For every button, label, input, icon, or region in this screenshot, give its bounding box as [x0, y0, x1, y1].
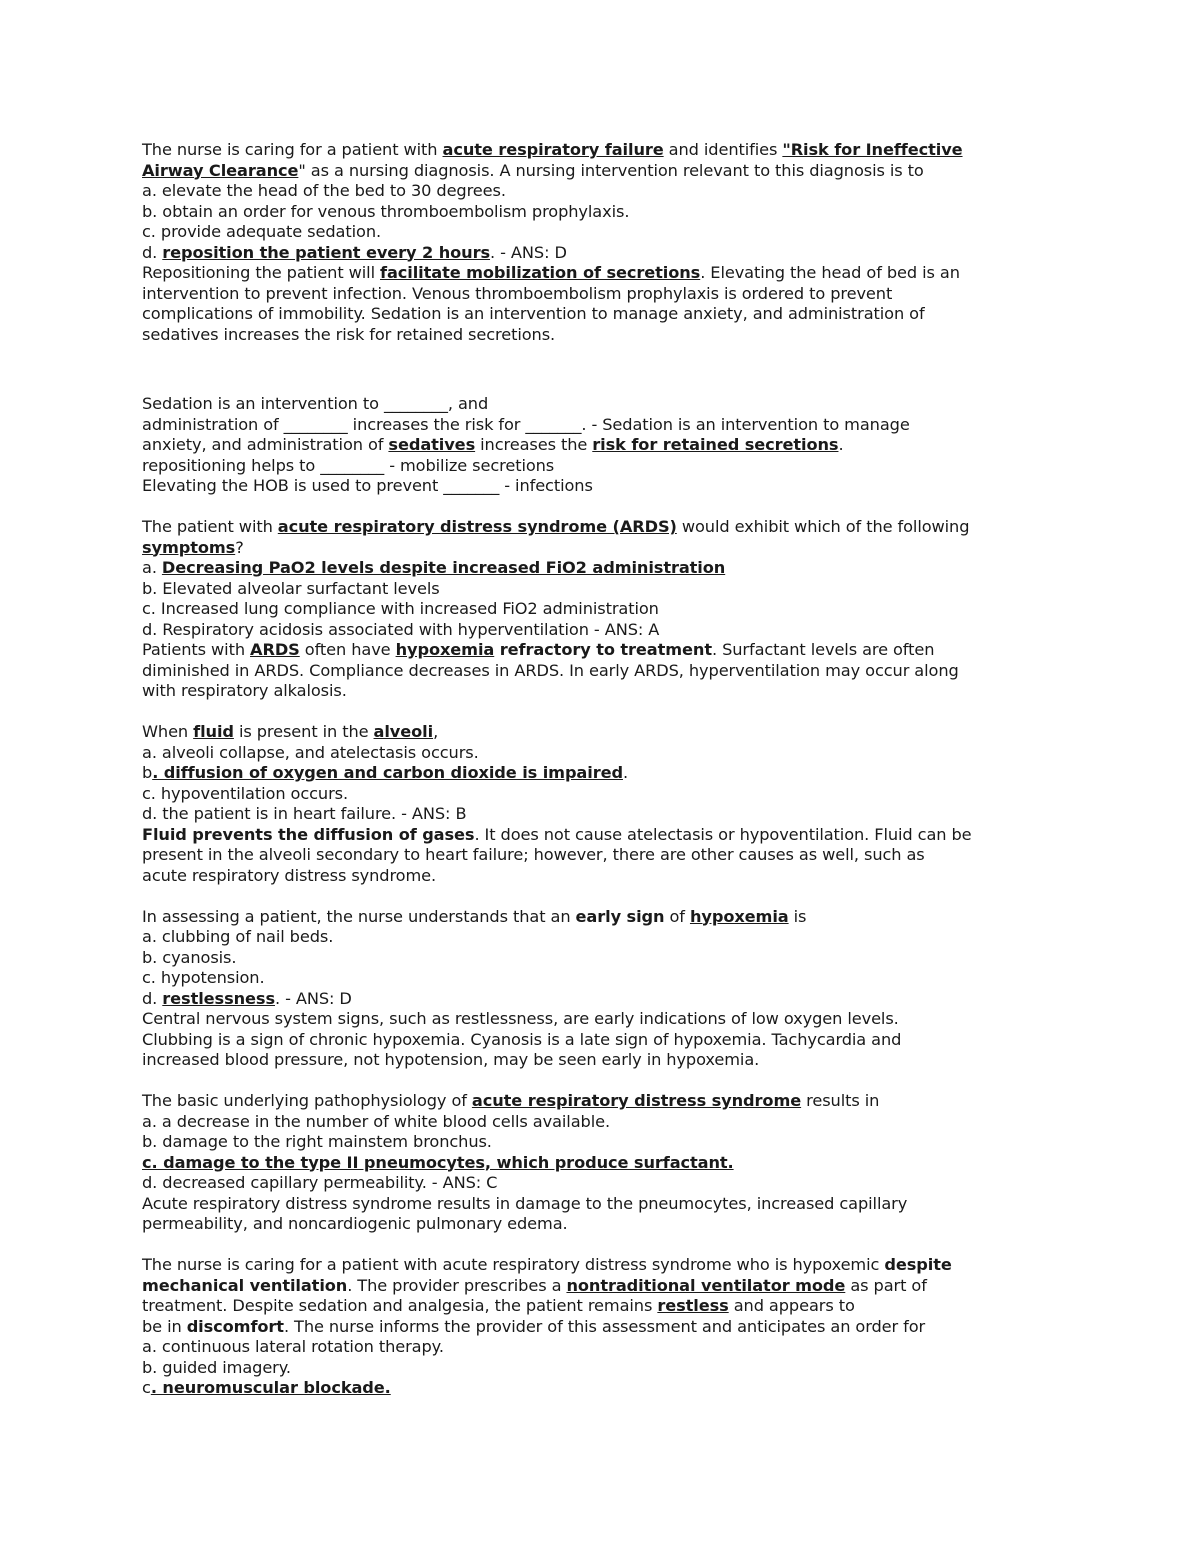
rationale-line	[142, 640, 1067, 661]
option-d: d. decreased capillary permeability. - ANS: C	[142, 1173, 498, 1192]
option-b	[142, 763, 1067, 784]
text: Patients with	[142, 640, 251, 659]
question-stem-line	[142, 722, 1067, 743]
answer-key: . - ANS: D	[275, 988, 352, 1008]
question-stem-line	[142, 907, 1067, 928]
rationale-line: Acute respiratory distress syndrome results in damage to the pneumocytes, increased capillary	[142, 1193, 908, 1213]
rationale-line	[142, 263, 1067, 284]
text: The basic underlying pathophysiology of	[142, 1091, 472, 1110]
question-stem-line	[142, 1091, 1067, 1112]
rationale-line: permeability, and noncardiogenic pulmonary edema.	[142, 1214, 568, 1233]
bold-term: despite	[884, 1255, 952, 1274]
text: and appears to	[728, 1296, 855, 1315]
key-term: symptoms	[142, 537, 236, 557]
text: of	[664, 906, 690, 926]
text: The patient with	[142, 517, 278, 536]
option-prefix: b	[142, 763, 153, 782]
correct-answer: . diffusion of oxygen and carbon dioxide is impaired	[152, 763, 623, 782]
text: " as a nursing diagnosis. A nursing intervention relevant to this diagnosis is to	[298, 160, 924, 180]
option-prefix: a.	[142, 558, 162, 577]
bold-term: early sign	[575, 906, 665, 926]
rationale-line: Central nervous system signs, such as restlessness, are early indications of low oxygen levels.	[142, 1009, 899, 1028]
text: anxiety, and administration of	[142, 435, 389, 454]
option-b: b. guided imagery.	[142, 1357, 291, 1377]
spacer	[142, 702, 1067, 723]
spacer	[142, 497, 1067, 518]
option-c: c. damage to the type II pneumocytes, which produce surfactant.	[142, 1152, 734, 1172]
spacer	[142, 1235, 1067, 1256]
text: increases the	[475, 435, 593, 454]
option-c: c. hypoventilation occurs.	[142, 783, 349, 803]
option-a: a. clubbing of nail beds.	[142, 927, 334, 946]
fill-blank-line: Sedation is an intervention to ________, and	[142, 394, 489, 413]
question-6	[142, 1091, 1067, 1235]
fill-blank-line: repositioning helps to ________ - mobilize secretions	[142, 455, 555, 475]
question-7	[142, 1255, 1067, 1399]
question-1	[142, 140, 1067, 345]
question-stem-line	[142, 1317, 1067, 1338]
question-stem-line	[142, 1276, 1067, 1297]
option-prefix: d.	[142, 242, 163, 262]
option-prefix: d.	[142, 988, 163, 1008]
question-2	[142, 394, 1067, 497]
option-b: b. damage to the right mainstem bronchus.	[142, 1132, 492, 1151]
rationale-line: present in the alveoli secondary to heart failure; however, there are other causes as well, such as	[142, 845, 925, 864]
text: and identifies	[663, 140, 783, 159]
key-term: sedatives	[388, 435, 476, 454]
text: . The provider prescribes a	[347, 1275, 567, 1295]
key-term: acute respiratory distress syndrome	[471, 1091, 802, 1110]
key-term: fluid	[193, 722, 234, 741]
rationale-line: complications of immobility. Sedation is an intervention to manage anxiety, and administration of	[142, 304, 925, 323]
answer-key: . - ANS: D	[490, 242, 567, 262]
bold-term: discomfort	[186, 1316, 284, 1336]
question-stem-line	[142, 1296, 1067, 1317]
spacer	[142, 345, 1067, 394]
question-stem-line	[142, 140, 1067, 161]
text: often have	[299, 640, 396, 659]
text: . Elevating the head of bed is an	[700, 263, 960, 282]
bold-term: mechanical ventilation	[142, 1275, 348, 1295]
rationale-line: Clubbing is a sign of chronic hypoxemia. Cyanosis is a late sign of hypoxemia. Tachycardia and	[142, 1029, 902, 1049]
question-3	[142, 517, 1067, 702]
rationale-line: acute respiratory distress syndrome.	[142, 865, 437, 885]
option-d	[142, 243, 1067, 264]
option-c: c. provide adequate sedation.	[142, 222, 382, 241]
key-term: alveoli	[373, 722, 434, 741]
question-stem-line	[142, 161, 1067, 182]
rationale-line: intervention to prevent infection. Venous thromboembolism prophylaxis is ordered to prevent	[142, 283, 893, 303]
rationale-line	[142, 825, 1067, 846]
bold-term: Fluid prevents the diffusion of gases	[142, 824, 475, 844]
bold-term: refractory to treatment	[494, 640, 712, 659]
option-prefix: c	[142, 1378, 151, 1397]
key-term: Airway Clearance	[142, 160, 299, 180]
spacer	[142, 1071, 1067, 1092]
key-term: hypoxemia	[689, 906, 789, 926]
text: would exhibit which of the following	[676, 517, 970, 536]
question-stem-line	[142, 538, 1067, 559]
question-5	[142, 907, 1067, 1071]
text: ,	[433, 722, 439, 741]
text: ?	[235, 537, 244, 557]
text: .	[622, 763, 629, 782]
question-stem-line	[142, 517, 1067, 538]
document-body	[142, 140, 1067, 1399]
text: is	[788, 906, 807, 926]
rationale-line: with respiratory alkalosis.	[142, 681, 347, 700]
text: . It does not cause atelectasis or hypoventilation. Fluid can be	[474, 824, 972, 844]
correct-answer: . neuromuscular blockade.	[150, 1378, 391, 1397]
text: . Surfactant levels are often	[711, 640, 935, 659]
text: . The nurse informs the provider of this assessment and anticipates an order for	[283, 1316, 926, 1336]
key-term: ARDS	[250, 640, 300, 659]
text: .	[838, 435, 844, 454]
text: Repositioning the patient will	[142, 263, 381, 282]
text: The nurse is caring for a patient with acute respiratory distress syndrome who is hypoxemic	[142, 1255, 885, 1274]
option-a: a. a decrease in the number of white blood cells available.	[142, 1111, 611, 1131]
option-b: b. Elevated alveolar surfactant levels	[142, 578, 440, 598]
option-a: a. continuous lateral rotation therapy.	[142, 1337, 444, 1356]
fill-blank-line: administration of ________ increases the risk for _______. - Sedation is an intervention to manage	[142, 414, 910, 434]
key-term: risk for retained secretions	[592, 435, 839, 454]
key-term: "Risk for Ineffective	[782, 140, 963, 159]
correct-answer: restlessness	[162, 988, 275, 1008]
question-stem-line	[142, 1255, 1067, 1276]
text: When	[142, 722, 194, 741]
option-c: c. Increased lung compliance with increased FiO2 administration	[142, 599, 659, 618]
key-term: acute respiratory distress syndrome (ARDS)	[277, 517, 677, 536]
option-b: b. cyanosis.	[142, 947, 237, 967]
option-b: b. obtain an order for venous thromboembolism prophylaxis.	[142, 201, 630, 221]
option-d: d. the patient is in heart failure. - ANS: B	[142, 804, 467, 823]
text: be in	[142, 1316, 187, 1336]
key-term: nontraditional ventilator mode	[566, 1275, 846, 1295]
text: as part of	[845, 1275, 927, 1295]
text: treatment. Despite sedation and analgesia, the patient remains	[142, 1296, 658, 1315]
key-term: restless	[657, 1296, 729, 1315]
option-a	[142, 558, 1067, 579]
option-a: a. elevate the head of the bed to 30 degrees.	[142, 181, 506, 200]
correct-answer: Decreasing PaO2 levels despite increased FiO2 administration	[161, 558, 726, 577]
text: is present in the	[233, 722, 374, 741]
correct-answer: reposition the patient every 2 hours	[162, 242, 491, 262]
question-4	[142, 722, 1067, 886]
rationale-line: sedatives increases the risk for retained secretions.	[142, 324, 556, 344]
fill-blank-line	[142, 435, 1067, 456]
text: In assessing a patient, the nurse understands that an	[142, 906, 576, 926]
option-d	[142, 989, 1067, 1010]
key-term: facilitate mobilization of secretions	[380, 263, 701, 282]
option-d: d. Respiratory acidosis associated with hyperventilation - ANS: A	[142, 619, 660, 639]
spacer	[142, 886, 1067, 907]
rationale-line: diminished in ARDS. Compliance decreases in ARDS. In early ARDS, hyperventilation may occur along	[142, 660, 959, 680]
fill-blank-line: Elevating the HOB is used to prevent _______ - infections	[142, 476, 593, 495]
key-term: hypoxemia	[395, 640, 495, 659]
text: results in	[801, 1091, 880, 1110]
option-c: c. hypotension.	[142, 968, 265, 987]
option-c	[142, 1378, 1067, 1399]
option-a: a. alveoli collapse, and atelectasis occurs.	[142, 742, 479, 762]
key-term: acute respiratory failure	[442, 140, 664, 159]
rationale-line: increased blood pressure, not hypotension, may be seen early in hypoxemia.	[142, 1050, 760, 1069]
text: The nurse is caring for a patient with	[142, 140, 443, 159]
